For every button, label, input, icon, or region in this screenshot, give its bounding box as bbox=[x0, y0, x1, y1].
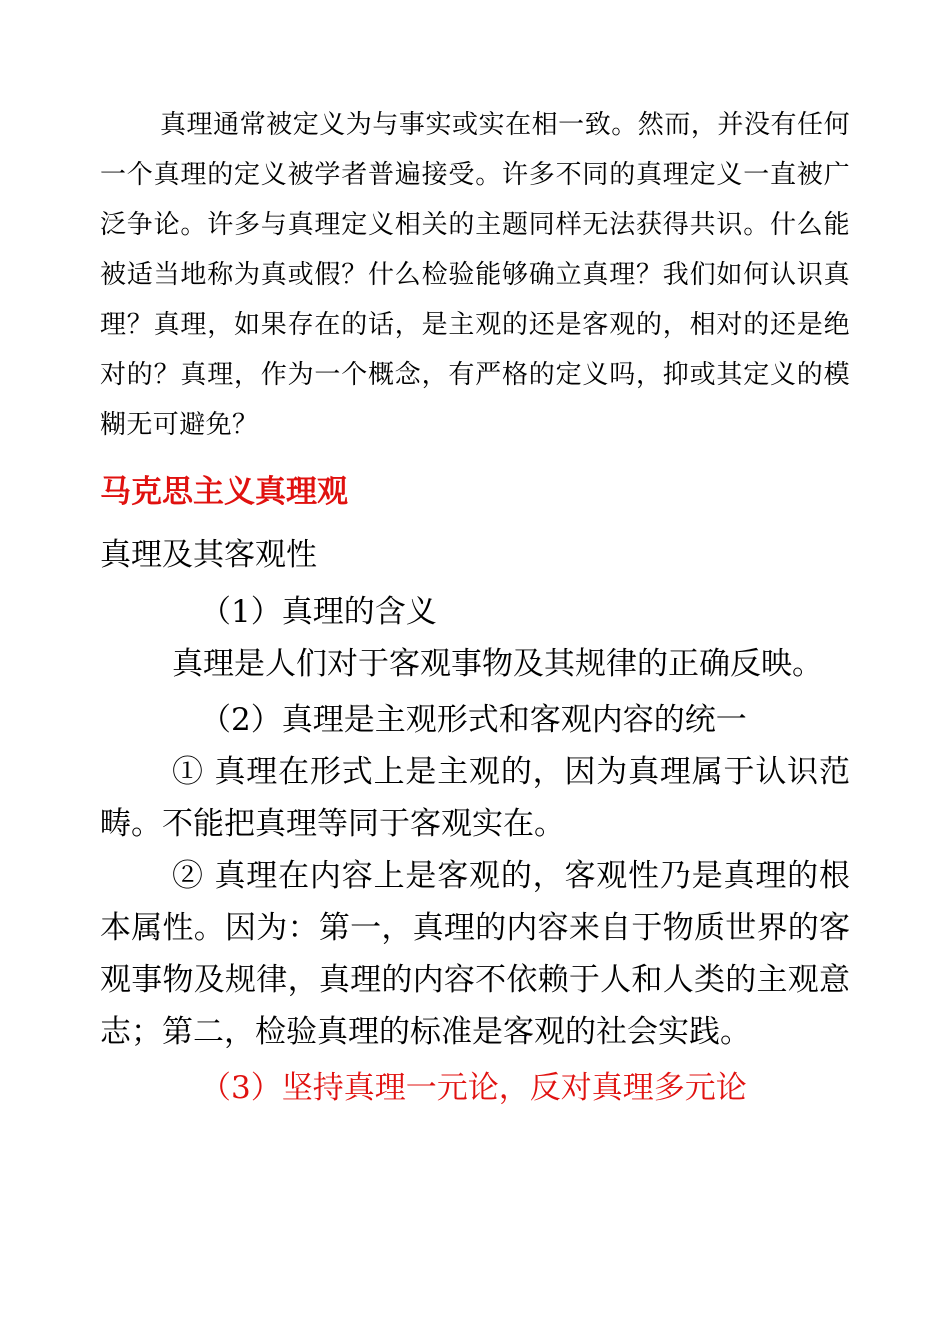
point-2-item-a: ① 真理在形式上是主观的，因为真理属于认识范畴。不能把真理等同于客观实在。 bbox=[100, 754, 850, 842]
section-title: 马克思主义真理观 bbox=[100, 474, 348, 510]
document-page bbox=[100, 100, 850, 1114]
point-2-item-b: ② 真理在内容上是客观的，客观性乃是真理的根本属性。因为：第一，真理的内容来自于物质世界的客观事物及规律，真理的内容不依赖于人和人类的主观意志；第二，检验真理的标准是客观的社会实践。 bbox=[100, 858, 850, 1050]
intro-paragraph: 真理通常被定义为与事实或实在相一致。然而，并没有任何一个真理的定义被学者普遍接受。许多不同的真理定义一直被广泛争论。许多与真理定义相关的主题同样无法获得共识。什么能被适当地称为真或假？什么检验能够确立真理？我们如何认识真理？真理，如果存在的话，是主观的还是客观的，相对的还是绝对的？真理，作为一个概念，有严格的定义吗，抑或其定义的模糊无可避免？ bbox=[100, 110, 850, 440]
point-2-title: （2）真理是主观形式和客观内容的统一 bbox=[200, 702, 747, 738]
subsection-title: 真理及其客观性 bbox=[100, 537, 317, 573]
point-3-title: （3）坚持真理一元论，反对真理多元论 bbox=[200, 1070, 747, 1106]
point-1-text: 真理是人们对于客观事物及其规律的正确反映。 bbox=[172, 646, 823, 682]
point-1-title: （1）真理的含义 bbox=[200, 594, 437, 630]
